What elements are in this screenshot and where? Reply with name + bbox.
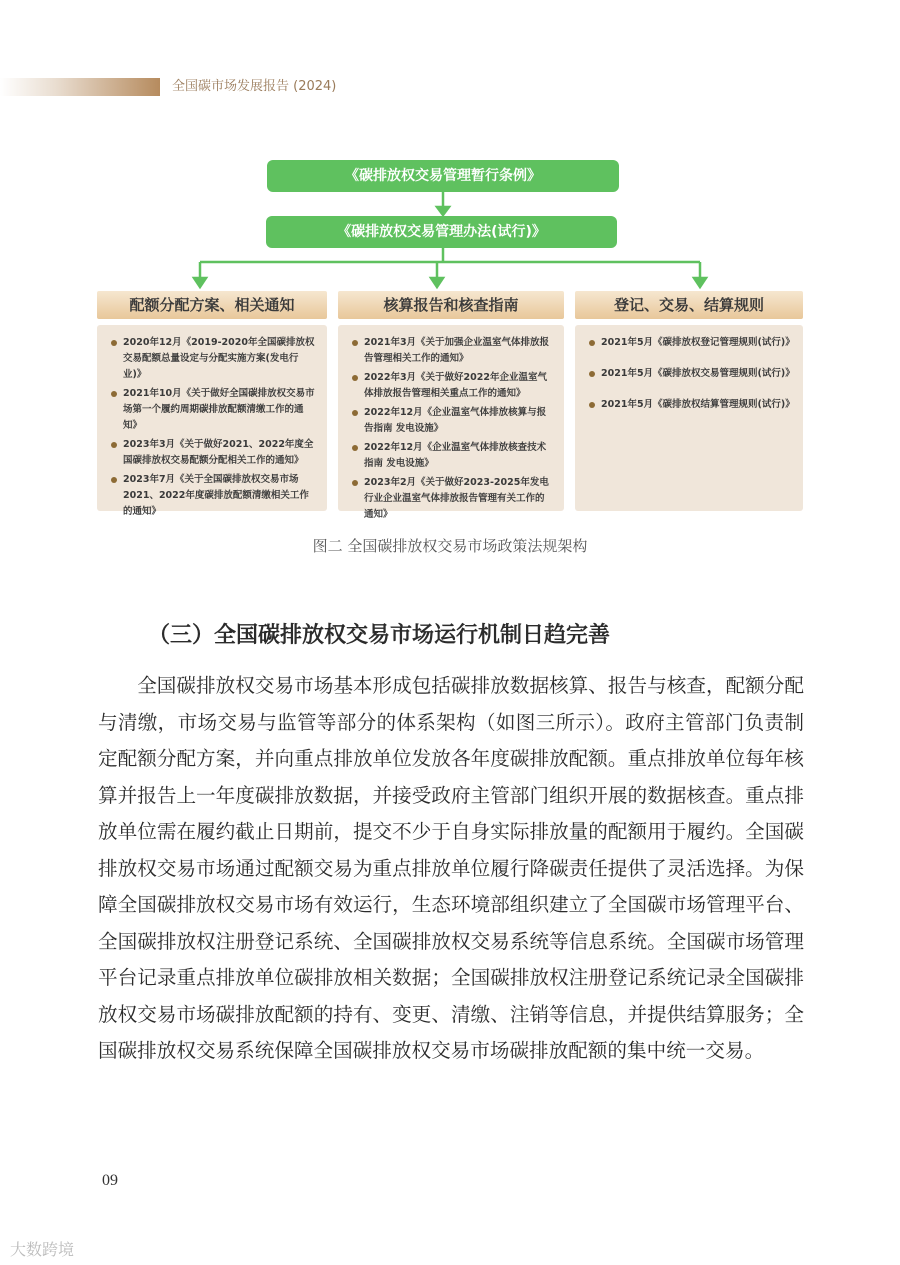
figure-caption: 图二 全国碳排放权交易市场政策法规架构: [312, 537, 588, 555]
column-heading-reporting: 核算报告和核查指南: [338, 291, 564, 319]
policy-list-item: 2020年12月《2019-2020年全国碳排放权交易配额总量设定与分配实施方案(发电行业)》: [111, 335, 315, 383]
policy-list-item: 2021年5月《碳排放权交易管理规则(试行)》: [589, 366, 791, 382]
policy-list-item: 2022年12月《企业温室气体排放核算与报告指南 发电设施》: [352, 405, 552, 437]
column-heading-allocation: 配额分配方案、相关通知: [97, 291, 327, 319]
arrow-head: [431, 278, 443, 287]
policy-list-item: 2022年3月《关于做好2022年企业温室气体排放报告管理相关重点工作的通知》: [352, 370, 552, 402]
policy-list-item: 2021年5月《碳排放权结算管理规则(试行)》: [589, 397, 791, 413]
management-measures-box: 《碳排放权交易管理办法(试行)》: [266, 216, 617, 248]
column-panel-allocation: [97, 325, 327, 517]
policy-list-item: 2021年10月《关于做好全国碳排放权交易市场第一个履约周期碳排放配额清缴工作的通知》: [111, 386, 315, 434]
body-paragraph: 全国碳排放权交易市场基本形成包括碳排放数据核算、报告与核查，配额分配与清缴，市场交易与监管等部分的体系架构（如图三所示）。政府主管部门负责制定配额分配方案，并向重点排放单位发放各年度碳排放配额。重点排放单位每年核算并报告上一年度碳排放数据，并接受政府主管部门组织开展的数据核查。重点排放单位需在履约截止日期前，提交不少于自身实际排放量的配额用于履约。全国碳排放权交易市场通过配额交易为重点排放单位履行降碳责任提供了灵活选择。为保障全国碳排放权交易市场有效运行，生态环境部组织建立了全国碳市场管理平台、全国碳排放权注册登记系统、全国碳排放权交易系统等信息系统。全国碳市场管理平台记录重点排放单位碳排放相关数据；全国碳排放权注册登记系统记录全国碳排放权交易市场碳排放配额的持有、变更、清缴、注销等信息，并提供结算服务；全国碳排放权交易系统保障全国碳排放权交易市场碳排放配额的集中统一交易。: [98, 674, 804, 1062]
column-panel-reporting: [338, 325, 564, 520]
section-heading: （三）全国碳排放权交易市场运行机制日趋完善: [148, 622, 611, 648]
arrow-head: [694, 278, 706, 287]
running-header-title: 全国碳市场发展报告 (2024): [172, 79, 337, 94]
policy-list-item: 2021年3月《关于加强企业温室气体排放报告管理相关工作的通知》: [352, 335, 552, 367]
page-number: 09: [102, 1172, 118, 1189]
watermark-logo: 大数跨境: [10, 1240, 75, 1259]
policy-list-item: 2023年7月《关于全国碳排放权交易市场2021、2022年度碳排放配额清缴相关工作的通知》: [111, 472, 315, 520]
column-panel-rules: [575, 325, 803, 511]
column-heading-rules: 登记、交易、结算规则: [575, 291, 803, 319]
arrow-head: [194, 278, 206, 287]
policy-list-item: 2023年3月《关于做好2021、2022年度全国碳排放权交易配额分配相关工作的通知》: [111, 437, 315, 469]
arrow-head: [437, 207, 449, 215]
top-regulation-box: 《碳排放权交易管理暂行条例》: [267, 160, 619, 192]
policy-list-item: 2022年12月《企业温室气体排放核查技术指南 发电设施》: [352, 440, 552, 472]
policy-framework-diagram: [0, 0, 900, 560]
policy-list-item: 2023年2月《关于做好2023-2025年发电行业企业温室气体排放报告管理有关工作的通知》: [352, 475, 552, 523]
policy-list-item: 2021年5月《碳排放权登记管理规则(试行)》: [589, 335, 791, 351]
